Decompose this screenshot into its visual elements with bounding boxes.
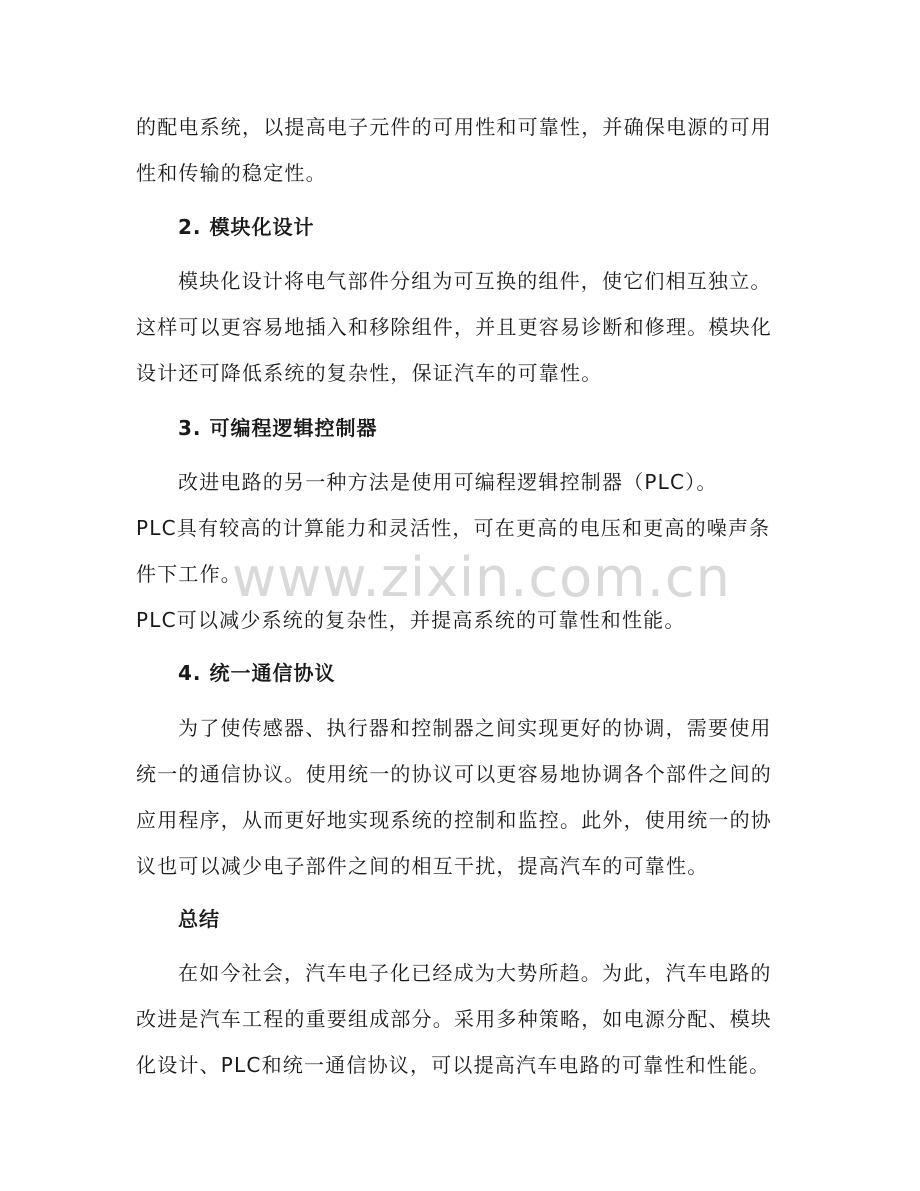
text-line: 统一的通信协议。使用统一的协议可以更容易地协调各个部件之间的 [136, 762, 772, 786]
text-line: 性和传输的稳定性。 [136, 161, 327, 185]
intro-paragraph [136, 104, 776, 196]
section-heading-summary: 总结 [178, 907, 220, 931]
section-heading-plc: 3. 可编程逻辑控制器 [178, 416, 378, 440]
watermark: www.zixin.com.cn [232, 546, 731, 609]
communication-protocol-paragraph [136, 705, 776, 889]
section-heading-modular-design: 2. 模块化设计 [178, 215, 315, 239]
text-line: 为了使传感器、执行器和控制器之间实现更好的协调，需要使用 [178, 716, 772, 740]
text-line: 在如今社会，汽车电子化已经成为大势所趋。为此，汽车电路的 [178, 961, 772, 985]
summary-paragraph [136, 950, 776, 1088]
text-line: 件下工作。 [136, 562, 242, 586]
modular-design-paragraph [136, 258, 776, 396]
text-line: 化设计、PLC和统一通信协议，可以提高汽车电路的可靠性和性能。 [136, 1053, 771, 1077]
text-line: 的配电系统，以提高电子元件的可用性和可靠性，并确保电源的可用 [136, 115, 772, 139]
text-line: 设计还可降低系统的复杂性，保证汽车的可靠性。 [136, 361, 603, 385]
text-line: 这样可以更容易地插入和移除组件，并且更容易诊断和修理。模块化 [136, 315, 772, 339]
text-line: 议也可以减少电子部件之间的相互干扰，提高汽车的可靠性。 [136, 854, 709, 878]
text-line: PLC可以减少系统的复杂性，并提高系统的可靠性和性能。 [136, 608, 686, 632]
text-line: 模块化设计将电气部件分组为可互换的组件，使它们相互独立。 [178, 269, 772, 293]
text-line: PLC具有较高的计算能力和灵活性，可在更高的电压和更高的噪声条 [136, 516, 771, 540]
text-line: 改进电路的另一种方法是使用可编程逻辑控制器（PLC）。 [178, 470, 718, 494]
text-line: 改进是汽车工程的重要组成部分。采用多种策略，如电源分配、模块 [136, 1007, 772, 1031]
text-line: 应用程序，从而更好地实现系统的控制和监控。此外，使用统一的协 [136, 808, 772, 832]
plc-paragraph [136, 459, 776, 643]
section-heading-communication-protocol: 4. 统一通信协议 [178, 661, 336, 685]
